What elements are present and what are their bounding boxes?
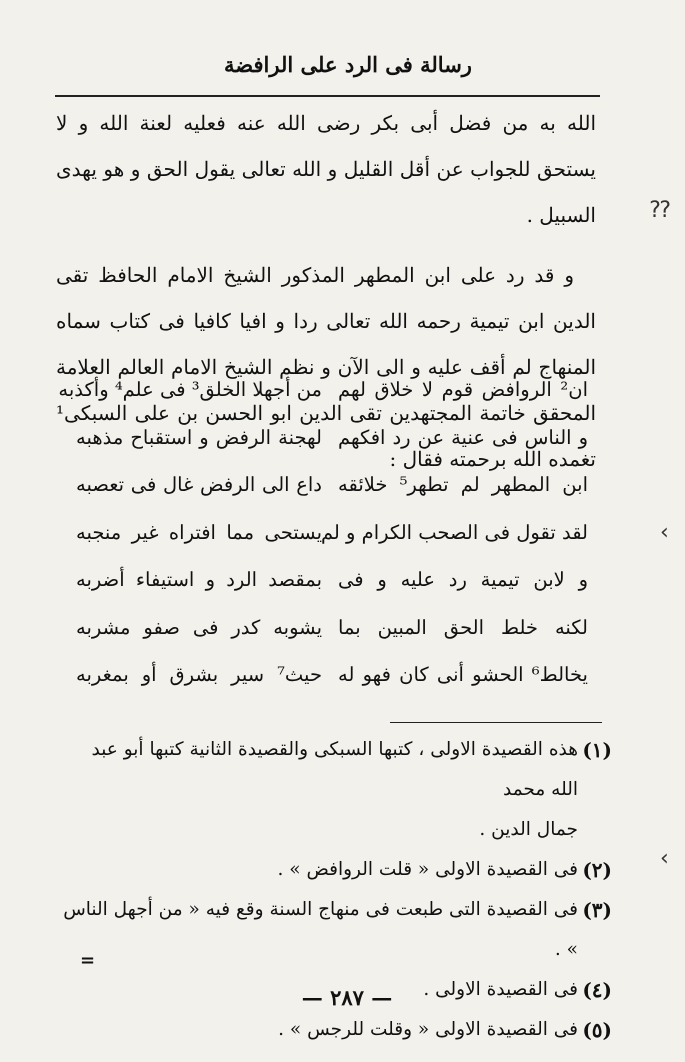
verse-second-hemistich: حيث⁷ سير بشرق أو بمغربه bbox=[76, 663, 322, 686]
verse-first-hemistich: ابن المطهر لم تطهر⁵ خلائقه bbox=[338, 473, 588, 496]
footnote-number: (٣) bbox=[582, 898, 612, 922]
verse-second-hemistich: من أجهلا الخلق³ فى علم⁴ وأكذبه bbox=[58, 378, 322, 401]
verse-first-hemistich: و لابن تيمية رد عليه و فى bbox=[338, 568, 588, 591]
footnote bbox=[60, 730, 612, 810]
poem-verse bbox=[76, 420, 588, 468]
poem bbox=[58, 372, 588, 705]
poem-verse bbox=[76, 562, 588, 610]
verse-second-hemistich: داع الى الرفض غال فى تعصبه bbox=[76, 473, 322, 496]
verse-first-hemistich: يخالط⁶ الحشو أنى كان فهو له bbox=[338, 663, 588, 686]
footnote-text: فى القصيدة الاولى . bbox=[423, 979, 578, 1000]
page-number: — ٢٨٧ — bbox=[301, 985, 393, 1010]
poem-verse bbox=[58, 372, 588, 420]
margin-equals-mark: = bbox=[80, 950, 96, 971]
footnote bbox=[60, 850, 612, 890]
paragraph-1: الله به من فضل أبى بكر رضى الله عنه فعليه لعنة الله و لا يستحق للجواب عن أقل القليل و الله تعالى يقول الحق و هو يهدى السبيل . bbox=[56, 111, 596, 227]
footnote bbox=[60, 1010, 612, 1050]
footnote bbox=[60, 890, 612, 970]
poem-verse bbox=[76, 610, 588, 658]
binding-hole-mark-icon: ‹ bbox=[660, 846, 669, 871]
verse-first-hemistich: لقد تقول فى الصحب الكرام و لم bbox=[320, 520, 588, 544]
footnote-divider bbox=[390, 722, 602, 723]
poem-verse bbox=[76, 467, 588, 515]
verse-second-hemistich: يستحى مما افتراه غير منجبه bbox=[76, 520, 322, 544]
verse-first-hemistich: لكنه خلط الحق المبين بما bbox=[338, 615, 588, 639]
footnote-text: فى القصيدة الاولى « قلت الروافض » . bbox=[277, 859, 578, 880]
footnote-number: (٤) bbox=[582, 978, 612, 1002]
verse-first-hemistich: ان² الروافض قوم لا خلاق لهم bbox=[338, 378, 588, 401]
footnote-number: (٥) bbox=[582, 1018, 612, 1042]
footnote-continuation: جمال الدين . bbox=[479, 819, 578, 840]
page-header-title: رسالة فى الرد على الرافضة bbox=[224, 52, 472, 77]
verse-second-hemistich: يشوبه كدر فى صفو مشربه bbox=[76, 615, 322, 639]
footnote-number: (١) bbox=[582, 738, 612, 762]
poem-verse bbox=[76, 515, 588, 563]
footnote-text: فى القصيدة الاولى « وقلت للرجس » . bbox=[278, 1019, 578, 1040]
verse-second-hemistich: بمقصد الرد و استيفاء أضربه bbox=[76, 568, 322, 591]
header-divider bbox=[55, 95, 600, 97]
paragraph-2: و قد رد على ابن المطهر المذكور الشيخ الامام الحافظ تقى الدين ابن تيمية رحمه الله تعالى ردا و افيا كافيا فى كتاب سماه المنهاج لم أقف عليه و الى الآن و نظم الشيخ الامام العالم العلامة المحقق خاتمة المجتهدين تقى الدين ابو الحسن بن على السبكى¹ تغمده الله برحمته فقال : bbox=[56, 263, 596, 471]
verse-second-hemistich: لهجنة الرفض و استقباح مذهبه bbox=[76, 425, 322, 449]
binding-hole-mark-icon: ‹ bbox=[660, 520, 669, 545]
verse-first-hemistich: و الناس فى عنية عن رد افكهم bbox=[338, 425, 588, 449]
footnote-text: هذه القصيدة الاولى ، كتبها السبكى والقصيدة الثانية كتبها أبو عبد الله محمد bbox=[91, 739, 578, 800]
footnote-text: فى القصيدة التى طبعت فى منهاج السنة وقع فيه « من أجهل الناس » . bbox=[63, 899, 578, 960]
binding-hole-mark-icon: ⁇ bbox=[650, 198, 671, 223]
footnote-number: (٢) bbox=[582, 858, 612, 882]
poem-verse bbox=[76, 657, 588, 705]
